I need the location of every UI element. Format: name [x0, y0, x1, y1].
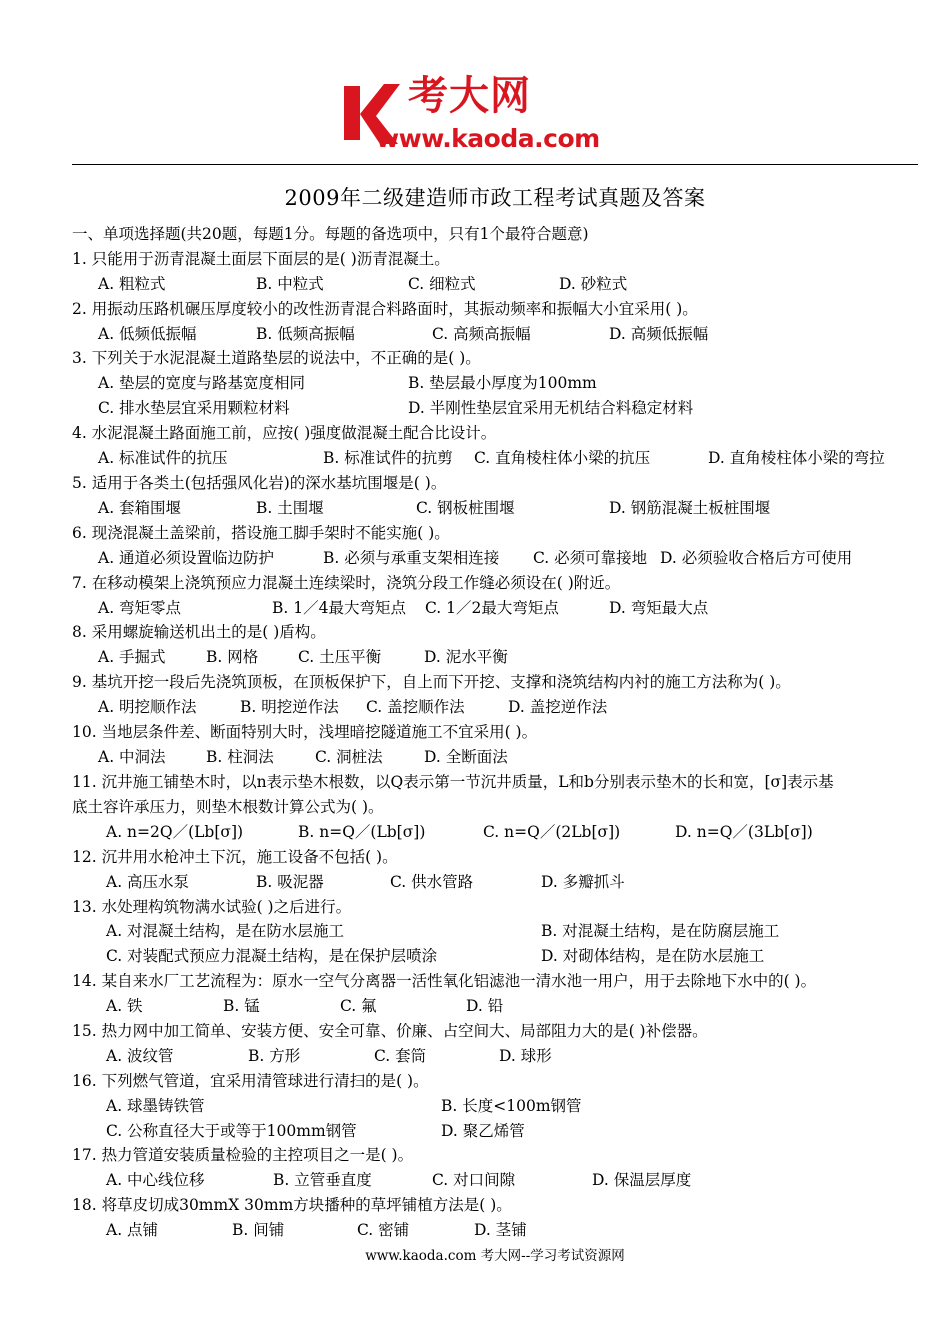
question-stem: 5. 适用于各类土(包括强风化岩)的深水基坑围堰是( )。 — [72, 474, 447, 492]
answer-option: D. 必须验收合格后方可使用 — [660, 549, 853, 567]
answer-option: B. 标准试件的抗剪 — [323, 449, 453, 467]
answer-option: D. 全断面法 — [424, 748, 508, 766]
answer-option: C. 氟 — [340, 997, 377, 1015]
answer-option: C. 必须可靠接地 — [533, 549, 648, 567]
question-stem: 10. 当地层条件差、断面特别大时，浅埋暗挖隧道施工不宜采用( )。 — [72, 723, 538, 741]
answer-option: B. 明挖逆作法 — [240, 698, 339, 716]
answer-option: A. 粗粒式 — [98, 275, 166, 293]
answer-option: C. 高频高振幅 — [432, 325, 531, 343]
question-stem: 3. 下列关于水泥混凝土道路垫层的说法中，不正确的是( )。 — [72, 349, 481, 367]
answer-option: A. 标准试件的抗压 — [98, 449, 228, 467]
answer-option: A. 通道必须设置临边防护 — [98, 549, 275, 567]
answer-option: C. 公称直径大于或等于100mm钢管 — [106, 1122, 357, 1140]
answer-option: A. 中洞法 — [98, 748, 166, 766]
answer-option: C. 土压平衡 — [298, 648, 382, 666]
question-stem-continued: 底土容许承压力，则垫木根数计算公式为( )。 — [72, 798, 384, 816]
answer-option: B. n=Q／(Lb[σ]) — [298, 823, 426, 841]
question-stem: 9. 基坑开挖一段后先浇筑顶板，在顶板保护下，自上而下开挖、支撑和浇筑结构内衬的施工方法称为( )。 — [72, 673, 791, 691]
answer-option: A. 对混凝土结构，是在防水层施工 — [106, 922, 345, 940]
answer-option: C. 套筒 — [374, 1047, 427, 1065]
site-logo — [340, 73, 670, 160]
answer-option: C. 密铺 — [357, 1221, 410, 1239]
answer-option: A. n=2Q／(Lb[σ]) — [106, 823, 244, 841]
answer-option: B. 立管垂直度 — [273, 1171, 372, 1189]
page-footer[interactable]: www.kaoda.com 考大网--学习考试资源网 — [365, 1248, 625, 1264]
answer-option: B. 网格 — [206, 648, 259, 666]
answer-option: B. 锰 — [223, 997, 260, 1015]
answer-option: B. 柱洞法 — [206, 748, 274, 766]
answer-option: B. 土围堰 — [256, 499, 324, 517]
answer-option: C. 对装配式预应力混凝土结构，是在保护层喷涂 — [106, 947, 438, 965]
answer-option: B. 间铺 — [232, 1221, 285, 1239]
header-divider — [72, 164, 918, 165]
answer-option: C. 供水管路 — [390, 873, 474, 891]
answer-option: C. 细粒式 — [408, 275, 476, 293]
page-title: 2009年二级建造师市政工程考试真题及答案 — [284, 186, 706, 210]
answer-option: D. 盖挖逆作法 — [508, 698, 608, 716]
answer-option: D. 高频低振幅 — [609, 325, 709, 343]
answer-option: A. 套箱围堰 — [98, 499, 182, 517]
question-stem: 15. 热力网中加工简单、安装方便、安全可靠、价廉、占空间大、局部阻力大的是( )补偿器。 — [72, 1022, 708, 1040]
question-stem: 6. 现浇混凝土盖梁前，搭设施工脚手架时不能实施( )。 — [72, 524, 450, 542]
answer-option: D. 铅 — [466, 997, 504, 1015]
answer-option: A. 手掘式 — [98, 648, 166, 666]
answer-option: D. 保温层厚度 — [592, 1171, 692, 1189]
question-stem: 7. 在移动模架上浇筑预应力混凝土连续梁时，浇筑分段工作缝必须设在( )附近。 — [72, 574, 621, 592]
answer-option: D. n=Q／(3Lb[σ]) — [675, 823, 813, 841]
logo-brand-url: www.kaoda.com — [376, 124, 600, 153]
answer-option: B. 对混凝土结构，是在防腐层施工 — [541, 922, 780, 940]
answer-option: B. 长度<100m钢管 — [441, 1097, 582, 1115]
question-stem: 4. 水泥混凝土路面施工前，应按( )强度做混凝土配合比设计。 — [72, 424, 497, 442]
answer-option: D. 弯矩最大点 — [609, 599, 709, 617]
answer-option: A. 低频低振幅 — [98, 325, 197, 343]
question-stem: 13. 水处理构筑物满水试验( )之后进行。 — [72, 898, 352, 916]
answer-option: A. 明挖顺作法 — [98, 698, 197, 716]
answer-option: D. 茎铺 — [474, 1221, 527, 1239]
question-stem: 1. 只能用于沥青混凝土面层下面层的是( )沥青混凝土。 — [72, 250, 450, 268]
answer-option: A. 高压水泵 — [106, 873, 190, 891]
question-stem: 18. 将草皮切成30mmX 30mm方块播种的草坪铺植方法是( )。 — [72, 1196, 512, 1214]
answer-option: B. 垫层最小厚度为100mm — [408, 374, 597, 392]
answer-option: D. 钢筋混凝土板桩围堰 — [609, 499, 771, 517]
answer-option: B. 吸泥器 — [256, 873, 324, 891]
logo-brand-name: 考大网 — [408, 73, 531, 119]
answer-option: C. 钢板桩围堰 — [416, 499, 515, 517]
answer-option: D. 直角棱柱体小梁的弯拉 — [708, 449, 885, 467]
answer-option: C. 洞桩法 — [315, 748, 383, 766]
answer-option: C. 1／2最大弯矩点 — [425, 599, 559, 617]
question-stem: 11. 沉井施工铺垫木时，以n表示垫木根数，以Q表示第一节沉井质量，L和b分别表示垫木的长和宽，[σ]表示基 — [72, 773, 834, 791]
answer-option: A. 铁 — [106, 997, 143, 1015]
answer-option: B. 1／4最大弯矩点 — [272, 599, 406, 617]
answer-option: C. 盖挖顺作法 — [366, 698, 465, 716]
answer-option: B. 中粒式 — [256, 275, 324, 293]
answer-option: A. 球墨铸铁管 — [106, 1097, 205, 1115]
answer-option: D. 半刚性垫层宜采用无机结合料稳定材料 — [408, 399, 694, 417]
answer-option: A. 中心线位移 — [106, 1171, 205, 1189]
question-stem: 16. 下列燃气管道，宜采用清管球进行清扫的是( )。 — [72, 1072, 429, 1090]
answer-option: D. 砂粒式 — [559, 275, 628, 293]
answer-option: D. 多瓣抓斗 — [541, 873, 625, 891]
answer-option: B. 低频高振幅 — [256, 325, 355, 343]
question-stem: 8. 采用螺旋输送机出土的是( )盾构。 — [72, 623, 326, 641]
section-heading: 一、单项选择题(共20题，每题1分。每题的备选项中，只有1个最符合题意) — [72, 225, 589, 243]
answer-option: B. 方形 — [248, 1047, 301, 1065]
answer-option: A. 弯矩零点 — [98, 599, 182, 617]
question-stem: 12. 沉井用水枪冲土下沉，施工设备不包括( )。 — [72, 848, 398, 866]
answer-option: D. 对砌体结构，是在防水层施工 — [541, 947, 765, 965]
answer-option: C. n=Q／(2Lb[σ]) — [483, 823, 621, 841]
answer-option: D. 泥水平衡 — [424, 648, 508, 666]
answer-option: C. 对口间隙 — [432, 1171, 516, 1189]
question-stem: 2. 用振动压路机碾压厚度较小的改性沥青混合料路面时，其振动频率和振幅大小宜采用( )。 — [72, 300, 698, 318]
answer-option: D. 聚乙烯管 — [441, 1122, 525, 1140]
answer-option: C. 直角棱柱体小梁的抗压 — [474, 449, 651, 467]
question-stem: 14. 某自来水厂工艺流程为：原水一空气分离器一活性氧化铝滤池一清水池一用户，用于去除地下水中的( )。 — [72, 972, 817, 990]
answer-option: A. 垫层的宽度与路基宽度相同 — [98, 374, 306, 392]
answer-option: B. 必须与承重支架相连接 — [323, 549, 500, 567]
question-stem: 17. 热力管道安装质量检验的主控项目之一是( )。 — [72, 1146, 414, 1164]
answer-option: D. 球形 — [499, 1047, 552, 1065]
answer-option: C. 排水垫层宜采用颗粒材料 — [98, 399, 290, 417]
answer-option: A. 点铺 — [106, 1221, 159, 1239]
answer-option: A. 波纹管 — [106, 1047, 174, 1065]
